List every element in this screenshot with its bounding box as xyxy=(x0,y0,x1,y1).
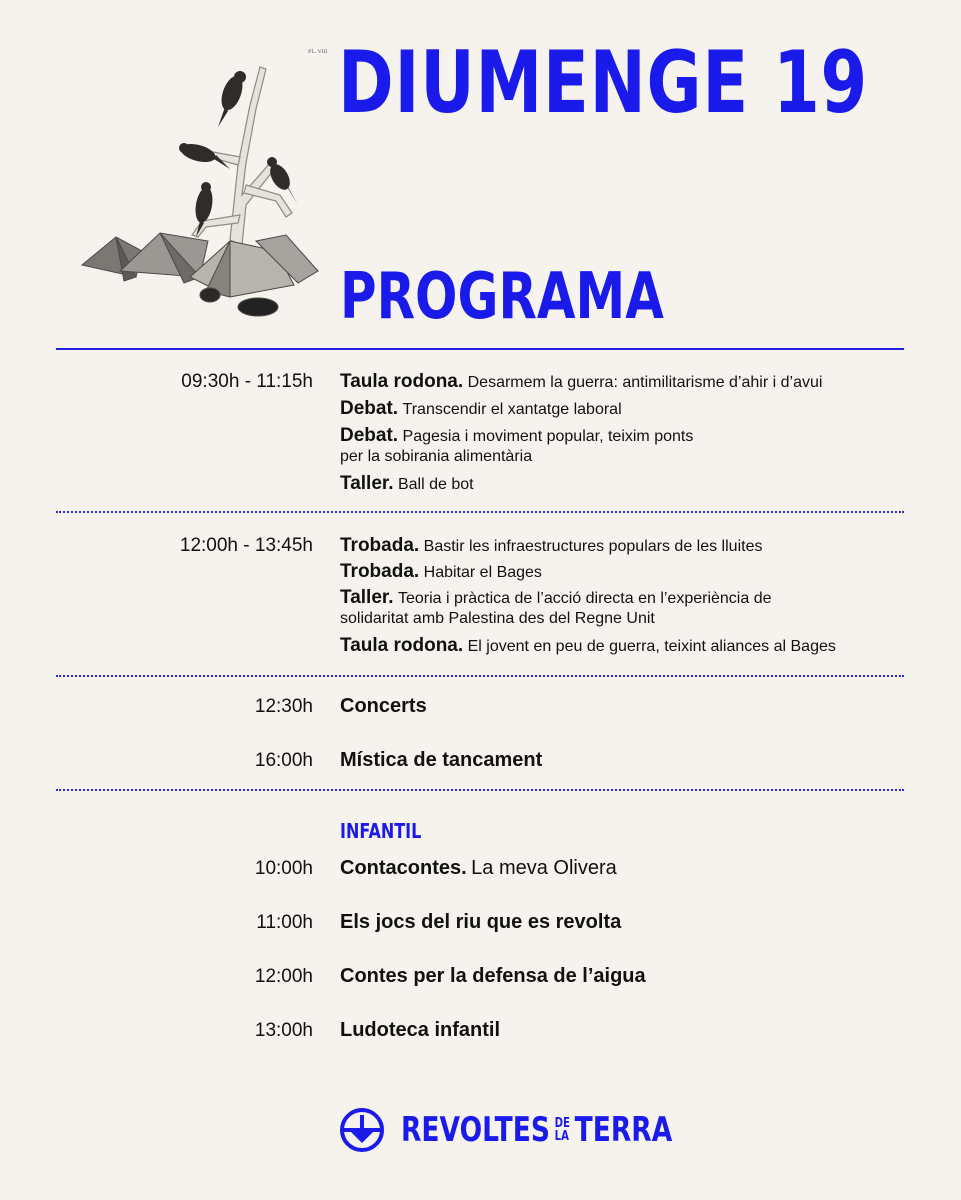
item-title: Ludoteca infantil xyxy=(340,1019,500,1041)
revoltes-logo xyxy=(337,1105,749,1155)
item-type: Taller. xyxy=(340,587,394,608)
item-title: Els jocs del riu que es revolta xyxy=(340,911,622,933)
list-item xyxy=(340,965,646,988)
item-type: Taula rodona. xyxy=(340,371,464,392)
list-item xyxy=(340,857,617,880)
page-subtitle: PROGRAMA xyxy=(340,260,664,334)
item-type: Trobada. xyxy=(340,535,420,556)
block-time: 11:00h xyxy=(256,912,313,933)
section-label-infantil: INFANTIL xyxy=(340,819,422,843)
logo-small-2: LA xyxy=(554,1129,569,1144)
item-desc-line2: solidaritat amb Palestina des del Regne Unit xyxy=(340,610,655,627)
logo-small-text xyxy=(555,1117,570,1143)
list-item xyxy=(340,749,542,772)
header-divider xyxy=(56,348,904,350)
block-time: 16:00h xyxy=(254,750,313,771)
list-item xyxy=(340,695,427,718)
item-desc: Pagesia i moviment popular, teixim ponts xyxy=(402,428,694,445)
logo-small-1: DE xyxy=(554,1116,570,1131)
block-time: 12:00h - 13:45h xyxy=(179,535,313,556)
list-item xyxy=(340,371,822,393)
item-title: Contacontes. xyxy=(340,857,467,879)
item-title: Contes per la defensa de l’aigua xyxy=(340,965,646,987)
item-desc-line2: per la sobirania alimentària xyxy=(340,448,533,465)
block-time: 12:00h xyxy=(254,966,313,987)
block-time: 09:30h - 11:15h xyxy=(181,371,313,392)
section-divider xyxy=(56,511,904,513)
logo-word-1: REVOLTES xyxy=(401,1110,550,1150)
item-type: Trobada. xyxy=(340,561,420,582)
item-desc: Desarmem la guerra: antimilitarisme d’ahir i d’avui xyxy=(467,374,823,391)
item-desc: Teoria i pràctica de l’acció directa en l’experiència de xyxy=(397,590,772,607)
circle-arrow-down-icon xyxy=(337,1105,387,1155)
page-title: DIUMENGE 19 xyxy=(338,33,868,133)
section-divider xyxy=(56,675,904,677)
list-item xyxy=(340,425,693,466)
list-item xyxy=(340,911,621,934)
list-item xyxy=(340,635,836,657)
item-desc: El jovent en peu de guerra, teixint aliances al Bages xyxy=(467,638,836,655)
list-item xyxy=(340,535,762,557)
item-title: Concerts xyxy=(340,695,427,717)
item-type: Taller. xyxy=(340,473,394,494)
item-desc: Ball de bot xyxy=(397,476,474,493)
birds-tents-illustration-icon xyxy=(80,45,328,325)
item-desc: La meva Olivera xyxy=(471,857,617,879)
item-type: Debat. xyxy=(340,398,399,419)
list-item xyxy=(340,398,622,420)
list-item xyxy=(340,1019,500,1042)
item-desc: Transcendir el xantatge laboral xyxy=(402,401,622,418)
item-desc: Habitar el Bages xyxy=(423,564,542,581)
section-divider xyxy=(56,789,904,791)
plate-label: PL. VIII xyxy=(308,49,328,55)
list-item xyxy=(340,587,772,628)
item-title: Mística de tancament xyxy=(340,749,543,771)
item-type: Debat. xyxy=(340,425,399,446)
item-type: Taula rodona. xyxy=(340,635,464,656)
list-item xyxy=(340,561,542,583)
item-desc: Bastir les infraestructures populars de les lluites xyxy=(423,538,763,555)
block-time: 12:30h xyxy=(254,696,313,717)
list-item xyxy=(340,473,474,495)
block-time: 13:00h xyxy=(254,1020,313,1041)
logo-word-2: TERRA xyxy=(574,1110,673,1150)
block-time: 10:00h xyxy=(254,858,313,879)
